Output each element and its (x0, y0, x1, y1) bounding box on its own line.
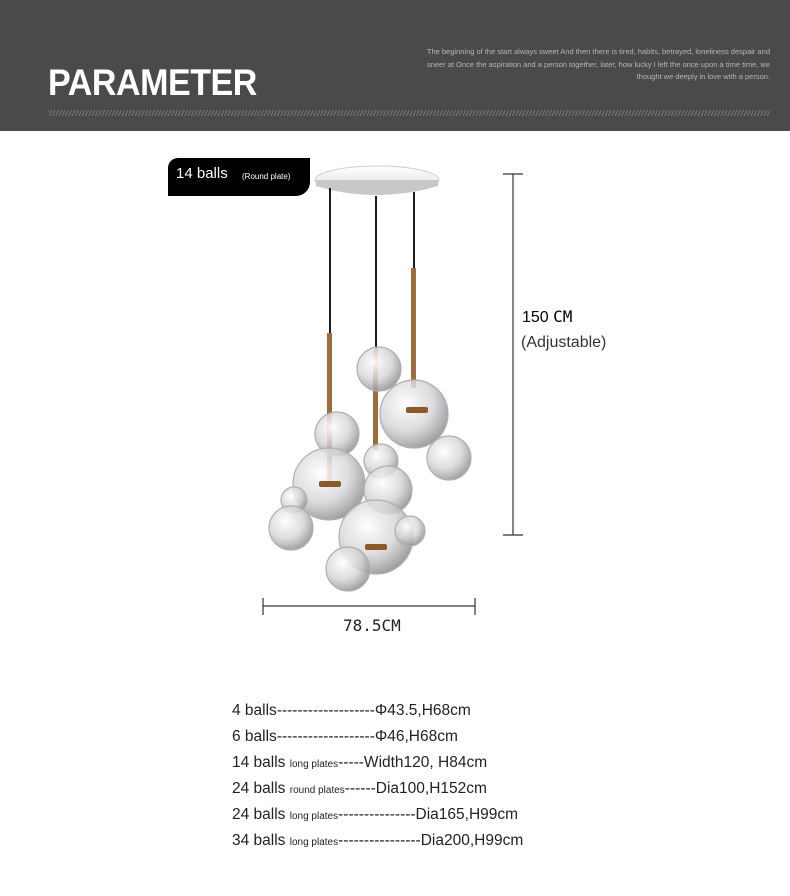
spec-note: long plates (289, 759, 339, 770)
spec-count: 24 balls (232, 780, 286, 797)
spec-row (232, 726, 523, 752)
height-value (522, 307, 572, 327)
spec-count: 24 balls (232, 806, 286, 823)
spec-list (232, 700, 523, 856)
spec-count: 4 balls (232, 702, 277, 719)
width-dimension-line (263, 598, 475, 615)
glass-ball-icon (326, 547, 370, 591)
height-dimension-line (503, 174, 523, 535)
height-number: 150 (522, 309, 549, 326)
suspension-cables (330, 188, 414, 350)
spec-row (232, 700, 523, 726)
spec-row (232, 830, 523, 856)
ceiling-plate (315, 166, 439, 195)
spec-note: long plates (289, 837, 339, 848)
spec-row (232, 752, 523, 778)
glass-ball-icon (427, 436, 471, 480)
spec-detail: ------Dia100,H152cm (344, 780, 487, 797)
badge-ball-count: 14 balls (176, 165, 228, 182)
height-unit: CM (553, 307, 573, 326)
spec-detail: -------------------Φ43.5,H68cm (276, 702, 471, 719)
spec-row (232, 778, 523, 804)
spec-row (232, 804, 523, 830)
spec-note: long plates (289, 811, 339, 822)
height-adjustable-note: (Adjustable) (521, 334, 607, 351)
page-title: PARAMETER (48, 62, 257, 103)
spec-count: 34 balls (232, 832, 286, 849)
spec-detail: ----------------Dia200,H99cm (338, 832, 524, 849)
width-value: 78.5CM (343, 616, 401, 635)
glass-ball-icon (395, 516, 425, 546)
glass-ball-icon (269, 506, 313, 550)
spec-detail: ---------------Dia165,H99cm (338, 806, 519, 823)
glass-bubbles (269, 347, 471, 591)
badge-plate-type: (Round plate) (242, 172, 291, 181)
spec-detail: -----Width120, H84cm (338, 754, 488, 771)
spec-note: round plates (289, 785, 345, 796)
spec-count: 14 balls (232, 754, 286, 771)
glass-ball-icon (357, 347, 401, 391)
glass-ball-icon (380, 380, 448, 448)
spec-detail: -------------------Φ46,H68cm (276, 728, 458, 745)
spec-count: 6 balls (232, 728, 277, 745)
header-tagline: The beginning of the start always sweet And then there is tired, habits, betrayed, loneliness despair and sneer at Once the aspiration and a person together, later, how lucky I left the once upon a time time, we thought we deeply in love with a person. (426, 47, 770, 81)
